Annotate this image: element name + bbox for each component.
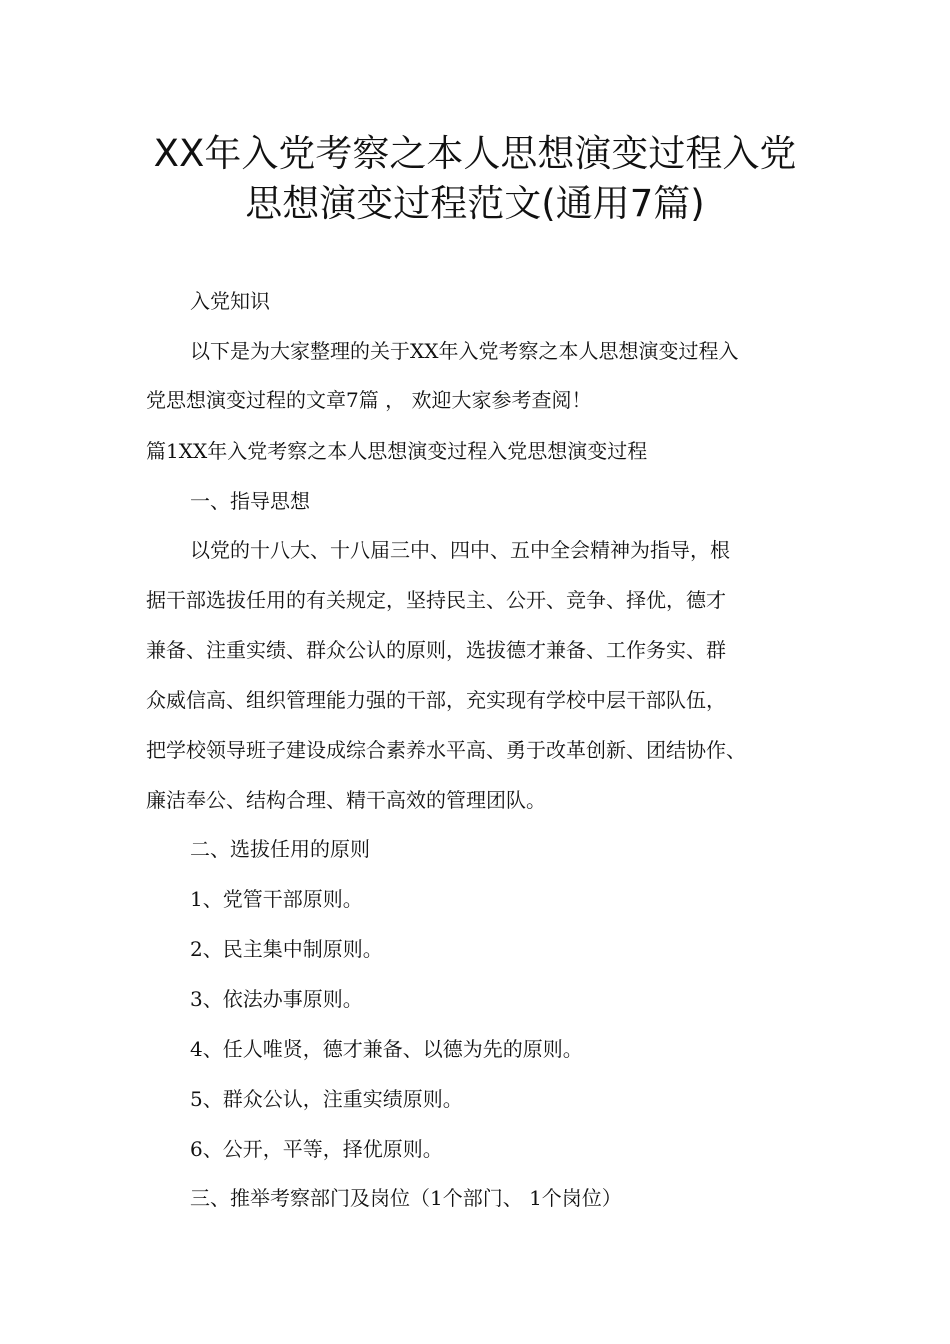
section-3-heading: 三、推举考察部门及岗位（1个部门、 1个岗位） xyxy=(190,1186,622,1210)
intro-line-2: 党思想演变过程的文章7篇 ， 欢迎大家参考查阅！ xyxy=(146,388,592,412)
document-title-line-2: 思想演变过程范文(通用7篇) xyxy=(245,182,705,225)
principle-item: 5、群众公认，注重实绩原则。 xyxy=(190,1087,463,1111)
principle-item: 1、党管干部原则。 xyxy=(190,887,363,911)
section-1-body-line: 以党的十八大、十八届三中、四中、五中全会精神为指导，根 xyxy=(190,538,730,562)
section-1-body-line: 据干部选拔任用的有关规定，坚持民主、公开、竞争、择优，德才 xyxy=(146,588,726,612)
section-1-heading: 一、指导思想 xyxy=(190,489,310,513)
article-heading: 篇1XX年入党考察之本人思想演变过程入党思想演变过程 xyxy=(146,439,648,463)
category-label: 入党知识 xyxy=(190,289,270,313)
section-1-body-line: 兼备、注重实绩、群众公认的原则，选拔德才兼备、工作务实、群 xyxy=(146,638,726,662)
intro-line-1: 以下是为大家整理的关于XX年入党考察之本人思想演变过程入 xyxy=(190,339,739,363)
principle-item: 4、任人唯贤，德才兼备、以德为先的原则。 xyxy=(190,1037,583,1061)
document-title-line-1: XX年入党考察之本人思想演变过程入党 xyxy=(153,132,797,175)
section-2-heading: 二、选拔任用的原则 xyxy=(190,837,370,861)
principle-item: 6、公开，平等，择优原则。 xyxy=(190,1137,443,1161)
principle-item: 2、民主集中制原则。 xyxy=(190,937,383,961)
section-1-body-line: 把学校领导班子建设成综合素养水平高、勇于改革创新、团结协作、 xyxy=(146,738,746,762)
principle-item: 3、依法办事原则。 xyxy=(190,987,363,1011)
section-1-body-line: 众威信高、组织管理能力强的干部，充实现有学校中层干部队伍， xyxy=(146,688,726,712)
section-1-body-line: 廉洁奉公、结构合理、精干高效的管理团队。 xyxy=(146,788,546,812)
